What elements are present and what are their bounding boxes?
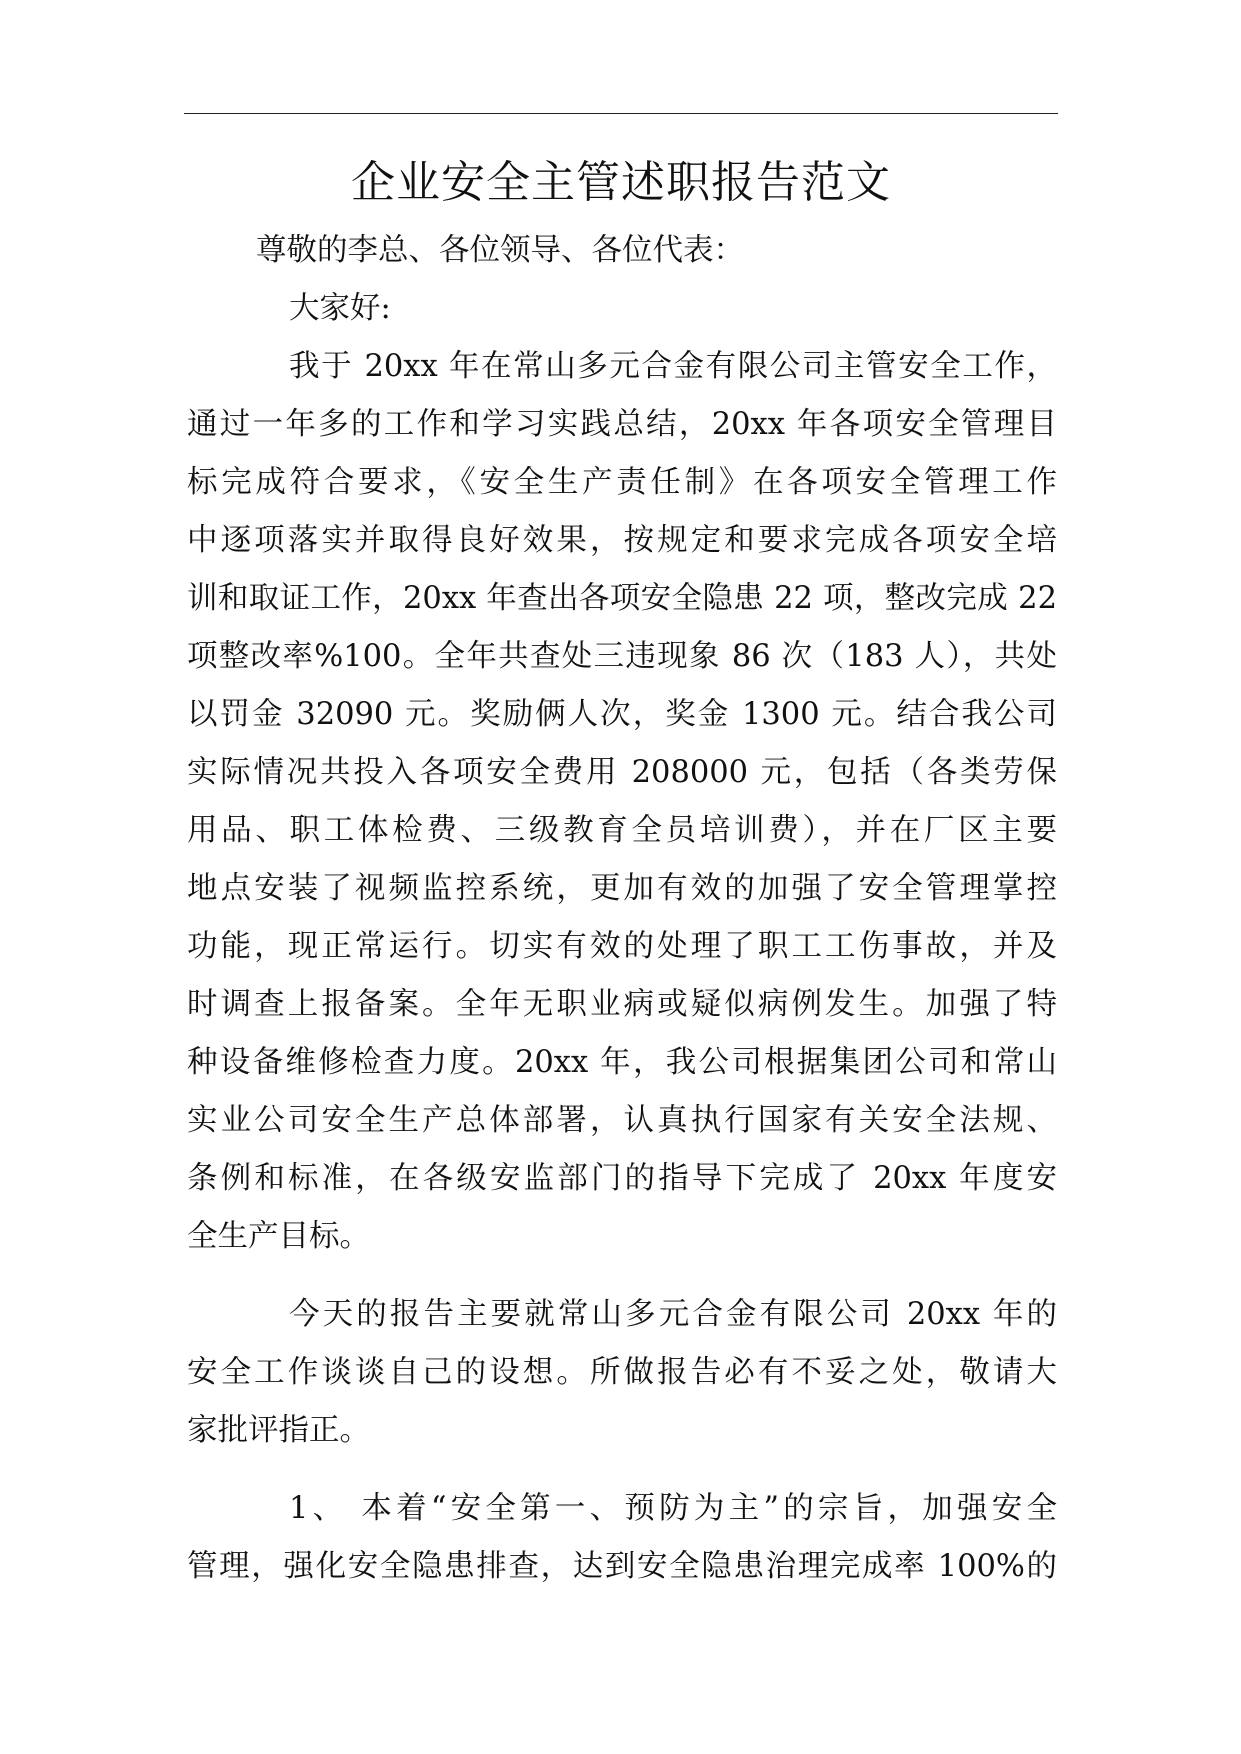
- list-item-line: 管理，强化安全隐患排查，达到安全隐患治理完成率 100%的: [187, 1549, 1057, 1584]
- body-line: 以罚金 32090 元。奖励俩人次，奖金 1300 元。结合我公司: [187, 697, 1057, 732]
- body-line: 用品、职工体检费、三级教育全员培训费），并在厂区主要: [187, 813, 1057, 848]
- body-line: 训和取证工作，20xx 年查出各项安全隐患 22 项，整改完成 22: [187, 581, 1057, 616]
- salutation-line: 尊敬的李总、各位领导、各位代表：: [256, 233, 744, 268]
- body-line: 我于 20xx 年在常山多元合金有限公司主管安全工作，: [289, 349, 1057, 384]
- body-line: 时调查上报备案。全年无职业病或疑似病例发生。加强了特: [187, 987, 1057, 1022]
- list-item-line: 1、 本着“安全第一、预防为主”的宗旨，加强安全: [289, 1491, 1057, 1526]
- greeting-line: 大家好:: [289, 291, 391, 326]
- body-line: 实业公司安全生产总体部署，认真执行国家有关安全法规、: [187, 1103, 1057, 1138]
- body-line: 全生产目标。: [187, 1219, 370, 1254]
- body-line: 条例和标准，在各级安监部门的指导下完成了 20xx 年度安: [187, 1161, 1057, 1196]
- body-line: 标完成符合要求，《安全生产责任制》在各项安全管理工作: [187, 465, 1057, 500]
- page-title: 企业安全主管述职报告范文: [351, 157, 891, 208]
- body-line: 实际情况共投入各项安全费用 208000 元，包括（各类劳保: [187, 755, 1057, 790]
- body-line: 项整改率%100。全年共查处三违现象 86 次（183 人），共处: [187, 639, 1057, 674]
- body-line: 功能，现正常运行。切实有效的处理了职工工伤事故，并及: [187, 929, 1057, 964]
- body-line: 家批评指正。: [187, 1413, 370, 1448]
- body-line: 种设备维修检查力度。20xx 年，我公司根据集团公司和常山: [187, 1045, 1057, 1080]
- header-rule: [184, 113, 1058, 114]
- body-line: 地点安装了视频监控系统，更加有效的加强了安全管理掌控: [187, 871, 1057, 906]
- body-line: 安全工作谈谈自己的设想。所做报告必有不妥之处，敬请大: [187, 1355, 1057, 1390]
- body-line: 中逐项落实并取得良好效果，按规定和要求完成各项安全培: [187, 523, 1057, 558]
- body-line: 今天的报告主要就常山多元合金有限公司 20xx 年的: [289, 1297, 1057, 1332]
- body-line: 通过一年多的工作和学习实践总结，20xx 年各项安全管理目: [187, 407, 1057, 442]
